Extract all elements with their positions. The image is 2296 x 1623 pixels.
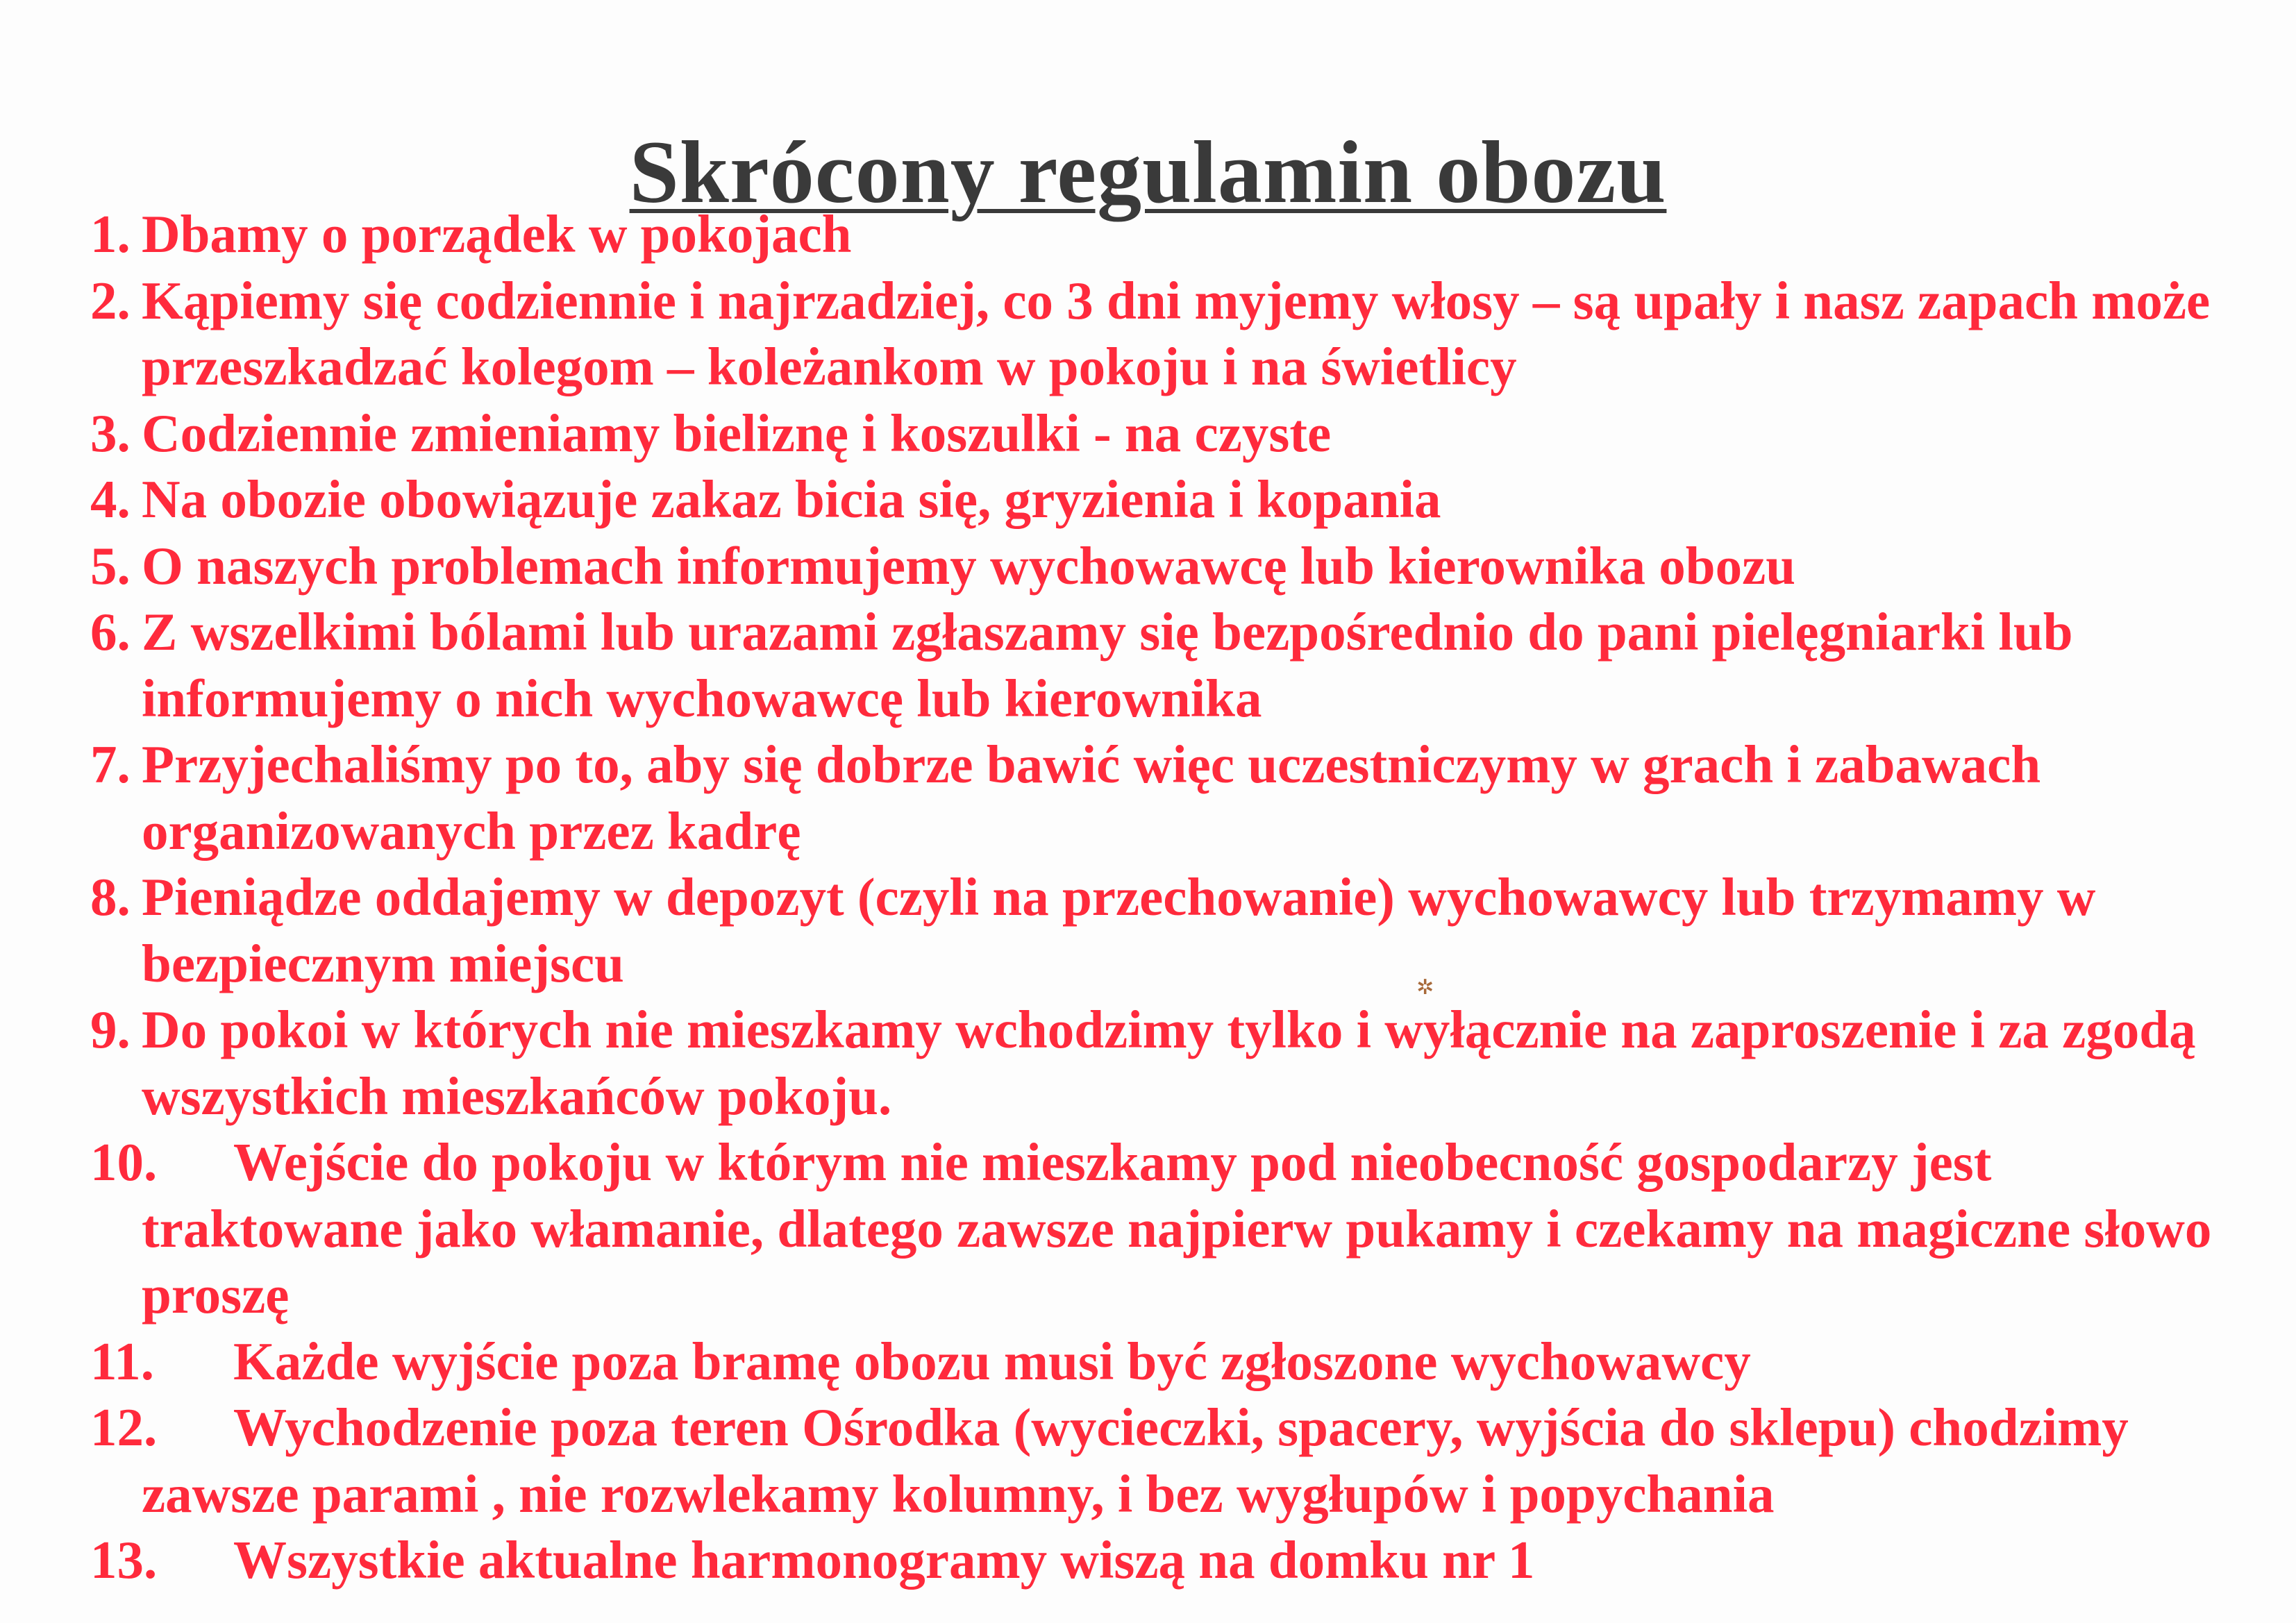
rule-text: Z wszelkimi bólami lub urazami zgłaszamy się bezpośrednio do pani pielęgniarki lub informujemy o nich wychowawcę lub kierownika xyxy=(142,602,2073,728)
rule-item-3 xyxy=(90,401,2263,467)
rule-number: 4. xyxy=(90,469,131,529)
rule-text: O naszych problemach informujemy wychowawcę lub kierownika obozu xyxy=(142,535,1796,596)
rule-number: 5. xyxy=(90,535,131,596)
rule-text: Przyjechaliśmy po to, aby się dobrze bawić więc uczestniczymy w grach i zabawach organizowanych przez kadrę xyxy=(142,734,2041,861)
rule-number: 9. xyxy=(90,1000,131,1059)
rule-item-9 xyxy=(90,997,2263,1129)
rule-item-12 xyxy=(90,1395,2263,1527)
rules-list xyxy=(90,201,2263,1594)
rule-text: Wejście do pokoju w którym nie mieszkamy pod nieobecność gospodarzy jest traktowane jako włamanie, dlatego zawsze najpierw pukamy i czekamy na magiczne słowo proszę xyxy=(142,1132,2212,1325)
rule-item-8 xyxy=(90,864,2263,997)
rule-number: 1. xyxy=(90,204,131,264)
rule-text: Wychodzenie poza teren Ośrodka (wycieczki, spacery, wyjścia do sklepu) chodzimy zawsze parami , nie rozwlekamy kolumny, i bez wygłupów i popychania xyxy=(142,1397,2129,1524)
rule-text: Do pokoi w których nie mieszkamy wchodzimy tylko i wyłącznie na zaproszenie i za zgodą wszystkich mieszkańców pokoju. xyxy=(142,1000,2196,1126)
rule-item-5 xyxy=(90,533,2263,600)
rule-number: 11. xyxy=(90,1331,155,1391)
rule-text: Pieniądze oddajemy w depozyt (czyli na przechowanie) wychowawcy lub trzymamy w bezpiecznym miejscu xyxy=(142,867,2096,993)
rule-number: 7. xyxy=(90,734,131,794)
rule-text: Na obozie obowiązuje zakaz bicia się, gryzienia i kopania xyxy=(142,469,1441,529)
scan-speck-mark: ✲ xyxy=(1416,975,1434,1000)
rule-text: Kąpiemy się codziennie i najrzadziej, co 3 dni myjemy włosy – są upały i nasz zapach może przeszkadzać kolegom – koleżankom w pokoju i na świetlicy xyxy=(142,270,2211,396)
rule-text: Każde wyjście poza bramę obozu musi być zgłoszone wychowawcy xyxy=(233,1331,1751,1391)
rule-item-4 xyxy=(90,466,2263,533)
rule-item-10 xyxy=(90,1129,2263,1329)
rule-number: 6. xyxy=(90,602,131,662)
rule-item-13 xyxy=(90,1527,2263,1594)
rule-item-11 xyxy=(90,1329,2263,1395)
rule-item-2 xyxy=(90,268,2263,401)
rule-text: Wszystkie aktualne harmonogramy wiszą na domku nr 1 xyxy=(233,1530,1535,1590)
rule-item-7 xyxy=(90,732,2263,864)
rule-number: 2. xyxy=(90,270,131,330)
page-title-text: Skrócony regulamin obozu xyxy=(629,122,1667,221)
rule-item-6 xyxy=(90,599,2263,732)
rule-item-1 xyxy=(90,201,2263,268)
rule-number: 10. xyxy=(90,1132,158,1192)
rule-number: 12. xyxy=(90,1397,158,1457)
rule-text: Codziennie zmieniamy bieliznę i koszulki - na czyste xyxy=(142,403,1332,463)
rule-text: Dbamy o porządek w pokojach xyxy=(142,204,852,264)
rule-number: 13. xyxy=(90,1530,158,1590)
rule-number: 3. xyxy=(90,403,131,463)
rule-number: 8. xyxy=(90,867,131,927)
